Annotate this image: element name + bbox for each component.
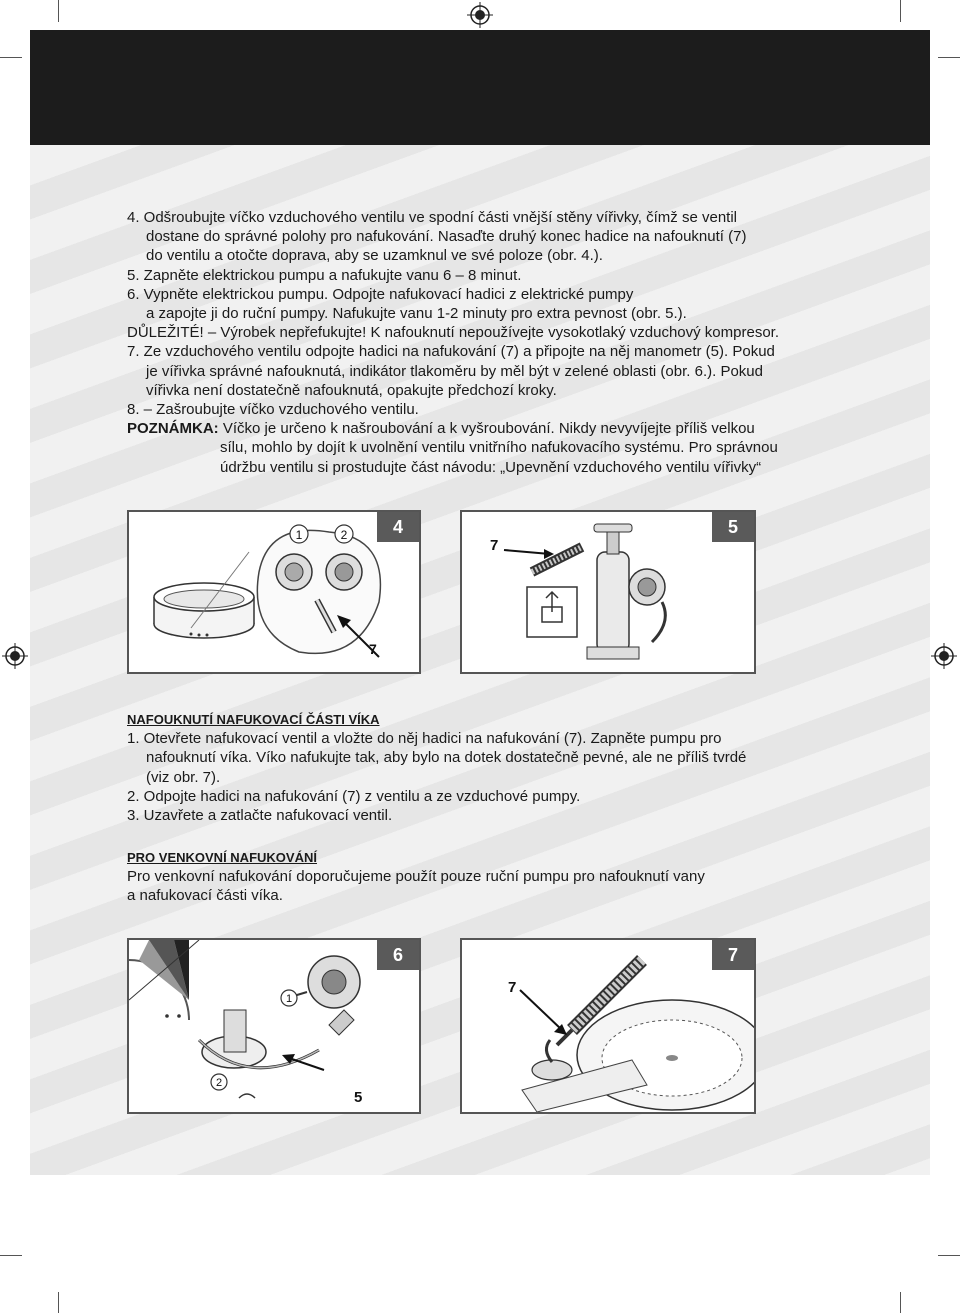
callout-5: 5 xyxy=(354,1089,363,1106)
important-warning: DŮLEŽITÉ! – Výrobek nepřefukujte! K nafouknutí nepoužívejte vysokotlaký vzduchový kompresor. xyxy=(127,324,779,342)
step-4-line: do ventilu a otočte doprava, aby se uzamknul ve své poloze (obr. 4.). xyxy=(146,247,603,265)
outdoor-text-line: a nafukovací části víka. xyxy=(127,887,283,905)
section-heading: NAFOUKNUTÍ NAFUKOVACÍ ČÁSTI VÍKA xyxy=(127,712,380,727)
callout-2: 2 xyxy=(215,1077,223,1089)
figure-6-illustration xyxy=(129,940,419,1112)
figure-number-badge: 7 xyxy=(712,940,754,970)
registration-mark-icon xyxy=(931,643,957,669)
callout-1: 1 xyxy=(295,528,303,542)
step-4-line: 4. Odšroubujte víčko vzduchového ventilu ve spodní části vnější stěny vířivky, čímž se ventil xyxy=(127,209,737,226)
step-7-line: vířivka není dostatečně nafouknutá, opakujte předchozí kroky. xyxy=(146,381,557,399)
figure-5-illustration xyxy=(462,512,754,672)
lid-step-line: 3. Uzavřete a zatlačte nafukovací ventil. xyxy=(127,807,393,825)
figure-5 xyxy=(460,510,756,674)
crop-mark xyxy=(938,57,960,58)
callout-7: 7 xyxy=(490,537,499,554)
crop-mark xyxy=(58,0,59,22)
lid-step-line: 1. Otevřete nafukovací ventil a vložte do něj hadici na nafukování (7). Zapněte pumpu pro xyxy=(127,730,722,748)
figure-4 xyxy=(127,510,421,674)
callout-7: 7 xyxy=(369,641,377,657)
crop-mark xyxy=(0,57,22,58)
note-label: POZNÁMKA: xyxy=(127,420,219,438)
note-line xyxy=(127,419,779,438)
step-6-line: 6. Vypněte elektrickou pumpu. Odpojte nafukovací hadici z elektrické pumpy xyxy=(127,285,634,303)
header-band xyxy=(30,30,930,145)
lid-step-line: nafouknutí víka. Víko nafukujte tak, aby bylo na dotek dostatečně pevné, ale ne příliš tvrdé xyxy=(146,749,747,767)
note-text: Víčko je určeno k našroubování a k vyšroubování. Nikdy nevyvíjejte příliš velkou xyxy=(218,420,755,438)
instruction-steps xyxy=(127,208,779,477)
step-7-line: 7. Ze vzduchového ventilu odpojte hadici na nafukování (7) a připojte na něj manometr (5). Pokud xyxy=(127,343,775,361)
crop-mark xyxy=(938,1255,960,1256)
crop-mark xyxy=(900,0,901,22)
crop-mark xyxy=(900,1292,901,1313)
figure-number-badge: 4 xyxy=(377,512,419,542)
note-line: sílu, mohlo by dojít k uvolnění ventilu vnitřního nafukovacího systému. Pro správnou xyxy=(220,439,778,457)
callout-2: 2 xyxy=(340,528,348,542)
outdoor-text-line: Pro venkovní nafukování doporučujeme použít pouze ruční pumpu pro nafouknutí vany xyxy=(127,868,705,886)
callout-1: 1 xyxy=(285,993,293,1005)
step-5: 5. Zapněte elektrickou pumpu a nafukujte vanu 6 – 8 minut. xyxy=(127,266,522,284)
figure-number-badge: 6 xyxy=(377,940,419,970)
crop-mark xyxy=(58,1292,59,1313)
crop-mark xyxy=(0,1255,22,1256)
figure-7 xyxy=(460,938,756,1114)
outdoor-inflation-section xyxy=(127,848,705,906)
step-4-line: dostane do správné polohy pro nafukování. Nasaďte druhý konec hadice na nafouknutí (7) xyxy=(146,228,747,246)
lid-step-line: 2. Odpojte hadici na nafukování (7) z ventilu a ze vzduchové pumpy. xyxy=(127,787,581,805)
section-heading: PRO VENKOVNÍ NAFUKOVÁNÍ xyxy=(127,850,317,865)
lid-inflation-section xyxy=(127,710,746,825)
note-line: údržbu ventilu si prostudujte část návodu: „Upevnění vzduchového ventilu vířivky“ xyxy=(220,458,762,476)
step-6-line: a zapojte ji do ruční pumpy. Nafukujte vanu 1-2 minuty pro extra pevnost (obr. 5.). xyxy=(146,305,687,323)
registration-mark-icon xyxy=(467,2,493,28)
figure-7-illustration xyxy=(462,940,754,1112)
figure-6 xyxy=(127,938,421,1114)
figure-4-illustration xyxy=(129,512,419,672)
step-7-line: je vířivka správné nafouknutá, indikátor tlakoměru by měl být v zelené oblasti (obr. 6.). Pokud xyxy=(146,362,763,380)
registration-mark-icon xyxy=(2,643,28,669)
figure-number-badge: 5 xyxy=(712,512,754,542)
lid-step-line: (viz obr. 7). xyxy=(146,768,221,786)
step-8: 8. – Zašroubujte víčko vzduchového ventilu. xyxy=(127,401,419,419)
callout-7: 7 xyxy=(508,979,517,996)
